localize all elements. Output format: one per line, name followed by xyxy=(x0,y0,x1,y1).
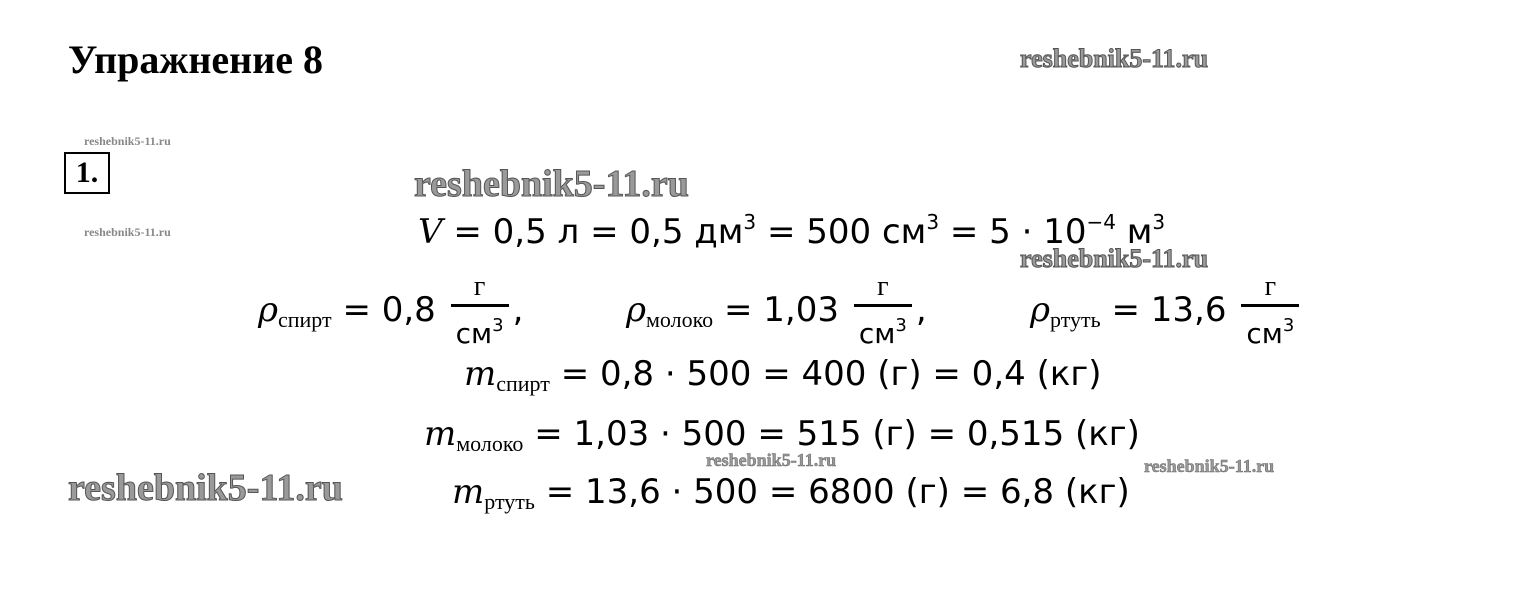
task-number: 1. xyxy=(64,152,110,194)
fraction-denominator xyxy=(859,307,907,353)
density-rtut xyxy=(1030,270,1303,353)
volume-symbol: V xyxy=(418,212,443,252)
subscript: ртуть xyxy=(484,489,535,514)
watermark-mid: reshebnik5-11.ru xyxy=(1020,244,1209,273)
watermark-header: reshebnik5-11.ru xyxy=(1020,44,1209,73)
subscript: молоко xyxy=(456,431,524,456)
separator: , xyxy=(512,290,524,330)
page-title: Упражнение 8 xyxy=(68,37,324,82)
volume-expr: = 500 см xyxy=(756,212,927,252)
mass-rtut xyxy=(452,472,1130,515)
mass-expr: = 13,6 · 500 = 6800 (г) = 6,8 (кг) xyxy=(534,472,1130,512)
density-value: = 0,8 xyxy=(331,290,436,330)
volume-expr: м xyxy=(1115,212,1153,252)
fraction xyxy=(1241,270,1299,353)
volume-expr: = 5 · 10 xyxy=(939,212,1087,252)
fraction xyxy=(854,270,912,353)
exponent: 3 xyxy=(1282,315,1295,336)
density-moloko xyxy=(626,270,927,353)
subscript: спирт xyxy=(278,307,332,332)
watermark-large: reshebnik5-11.ru xyxy=(68,467,343,509)
mass-expr: = 0,8 · 500 = 400 (г) = 0,4 (кг) xyxy=(549,354,1102,394)
rho-symbol: ρ xyxy=(1030,290,1050,330)
subscript: спирт xyxy=(496,371,550,396)
unit: см xyxy=(858,317,896,350)
density-value: = 1,03 xyxy=(713,290,839,330)
fraction-denominator xyxy=(456,307,504,353)
density-value: = 13,6 xyxy=(1100,290,1227,330)
fraction-denominator xyxy=(1246,307,1294,353)
watermark-mid: reshebnik5-11.ru xyxy=(706,450,837,470)
mass-symbol: m xyxy=(452,472,485,512)
mass-symbol: m xyxy=(464,354,497,394)
mass-expr: = 1,03 · 500 = 515 (г) = 0,515 (кг) xyxy=(523,414,1140,454)
watermark-small: reshebnik5-11.ru xyxy=(84,134,171,148)
mass-symbol: m xyxy=(424,414,457,454)
watermark-mid: reshebnik5-11.ru xyxy=(1144,456,1275,476)
mass-spirt xyxy=(464,354,1102,397)
watermark-large: reshebnik5-11.ru xyxy=(414,163,689,205)
rho-symbol: ρ xyxy=(626,290,646,330)
fraction-numerator: г xyxy=(473,271,486,302)
rho-symbol: ρ xyxy=(258,290,278,330)
subscript: ртуть xyxy=(1050,307,1101,332)
unit: см xyxy=(1246,317,1283,350)
density-spirt xyxy=(258,270,523,353)
exponent: −4 xyxy=(1086,210,1116,234)
unit: см xyxy=(455,317,493,350)
volume-expr: = 0,5 л = 0,5 дм xyxy=(442,212,744,252)
exponent: 3 xyxy=(492,315,504,336)
exponent: 3 xyxy=(926,210,940,234)
subscript: молоко xyxy=(646,307,714,332)
exponent: 3 xyxy=(1152,210,1166,234)
exponent: 3 xyxy=(895,315,907,336)
fraction-numerator: г xyxy=(1264,271,1277,302)
separator: , xyxy=(915,290,927,330)
fraction xyxy=(451,270,509,353)
fraction-numerator: г xyxy=(877,271,889,302)
exponent: 3 xyxy=(743,210,757,234)
watermark-small: reshebnik5-11.ru xyxy=(84,225,171,239)
